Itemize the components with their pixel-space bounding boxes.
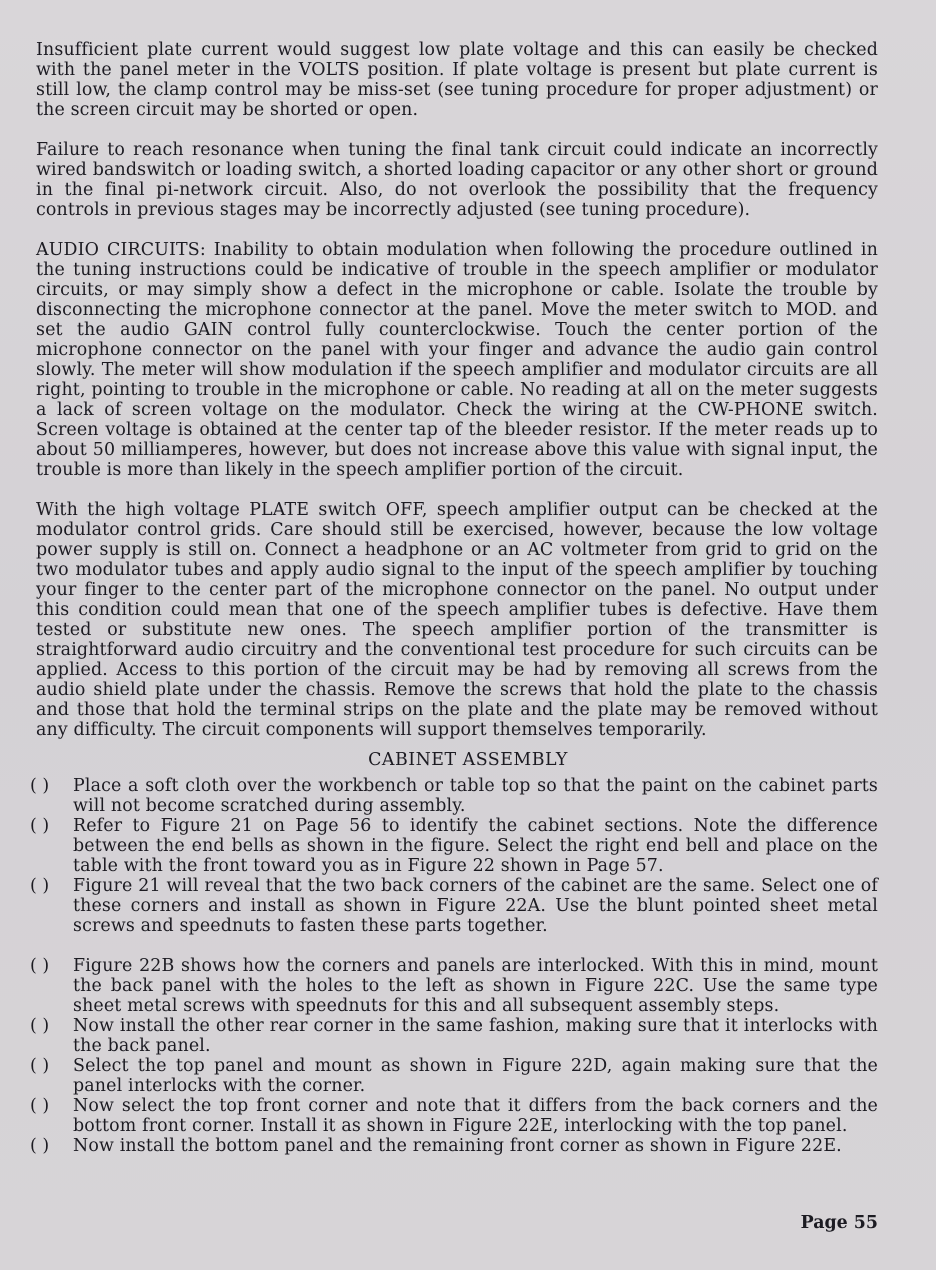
step-checkbox[interactable]: ( ) — [30, 776, 50, 796]
step-checkbox[interactable]: ( ) — [30, 956, 50, 976]
step-text: Refer to Figure 21 on Page 56 to identify the cabinet sections. Note the difference between the end bells as shown in the figure. Select the right end bell and place on the table with the front toward you as in Figure 22 shown in Page 57. — [73, 816, 878, 876]
step-checkbox[interactable]: ( ) — [30, 1056, 50, 1076]
paragraph-plate-current — [36, 40, 878, 120]
step-text: Now select the top front corner and note that it differs from the back corners and the bottom front corner. Install it as shown in Figure 22E, interlocking with the top panel. — [73, 1096, 878, 1136]
page-number: Page 55 — [800, 1213, 878, 1233]
paragraph-text: Failure to reach resonance when tuning the final tank circuit could indicate an incorrectly wired bandswitch or loading switch, a shorted loading capacitor or any other short or ground in the final pi-network circuit. Also, do not overlook the possibility that the frequency controls in previous stages may be incorrectly adjusted (see tuning procedure). — [36, 140, 878, 220]
step-text: Now install the bottom panel and the remaining front corner as shown in Figure 22E. — [73, 1136, 842, 1156]
paragraph-text: AUDIO CIRCUITS: Inability to obtain modulation when following the procedure outlined in the tuning instructions could be indicative of trouble in the speech amplifier or modulator circuits, or may simply show a defect in the microphone or cable. Isolate the trouble by disconnecting the microphone connector at the panel. Move the meter switch to MOD. and set the audio GAIN control fully counterclockwise. Touch the center portion of the microphone connector on the panel with your finger and advance the audio gain control slowly. The meter will show modulation if the speech amplifier and modulator circuits are all right, pointing to trouble in the microphone or cable. No reading at all on the meter suggests a lack of screen voltage on the modulator. Check the wiring at the CW-PHONE switch. Screen voltage is obtained at the center tap of the bleeder resistor. If the meter reads up to about 50 milliamperes, however, but does not increase above this value with signal input, the trouble is more than likely in the speech amplifier portion of the circuit. — [36, 240, 878, 480]
step-text: Figure 21 will reveal that the two back corners of the cabinet are the same. Select one of these corners and install as shown in Figure 22A. Use the blunt pointed sheet metal screws and speednuts to fasten these parts together. — [73, 876, 878, 936]
paragraph-resonance — [36, 140, 878, 220]
paragraph-text: Insufficient plate current would suggest low plate voltage and this can easily be checked with the panel meter in the VOLTS position. If plate voltage is present but plate current is still low, the clamp control may be miss-set (see tuning procedure for proper adjustment) or the screen circuit may be shorted or open. — [36, 40, 878, 120]
step-text: Figure 22B shows how the corners and panels are interlocked. With this in mind, mount the back panel with the holes to the left as shown in Figure 22C. Use the same type sheet metal screws with speednuts for this and all subsequent assembly steps. — [73, 956, 878, 1016]
paragraph-audio-circuits — [36, 240, 878, 480]
step-checkbox[interactable]: ( ) — [30, 1096, 50, 1116]
step-text: Place a soft cloth over the workbench or table top so that the paint on the cabinet parts will not become scratched during assembly. — [73, 776, 878, 816]
paragraph-speech-amplifier — [36, 500, 878, 740]
step-checkbox[interactable]: ( ) — [30, 816, 50, 836]
step-checkbox[interactable]: ( ) — [30, 1136, 50, 1156]
step-text: Select the top panel and mount as shown in Figure 22D, again making sure that the panel interlocks with the corner. — [73, 1056, 878, 1096]
step-checkbox[interactable]: ( ) — [30, 876, 50, 896]
paragraph-text: With the high voltage PLATE switch OFF, speech amplifier output can be checked at the modulator control grids. Care should still be exercised, however, because the low voltage power supply is still on. Connect a headphone or an AC voltmeter from grid to grid on the two modulator tubes and apply audio signal to the input of the speech amplifier by touching your finger to the center part of the microphone connector on the panel. No output under this condition could mean that one of the speech amplifier tubes is defective. Have them tested or substitute new ones. The speech amplifier portion of the transmitter is straightforward audio circuitry and the conventional test procedure for such circuits can be applied. Access to this portion of the circuit may be had by removing all screws from the audio shield plate under the chassis. Remove the screws that hold the plate to the chassis and those that hold the terminal strips on the plate and the plate may be removed without any difficulty. The circuit components will support themselves temporarily. — [36, 500, 878, 740]
section-heading: CABINET ASSEMBLY — [368, 750, 568, 770]
step-text: Now install the other rear corner in the same fashion, making sure that it interlocks with the back panel. — [73, 1016, 878, 1056]
step-checkbox[interactable]: ( ) — [30, 1016, 50, 1036]
